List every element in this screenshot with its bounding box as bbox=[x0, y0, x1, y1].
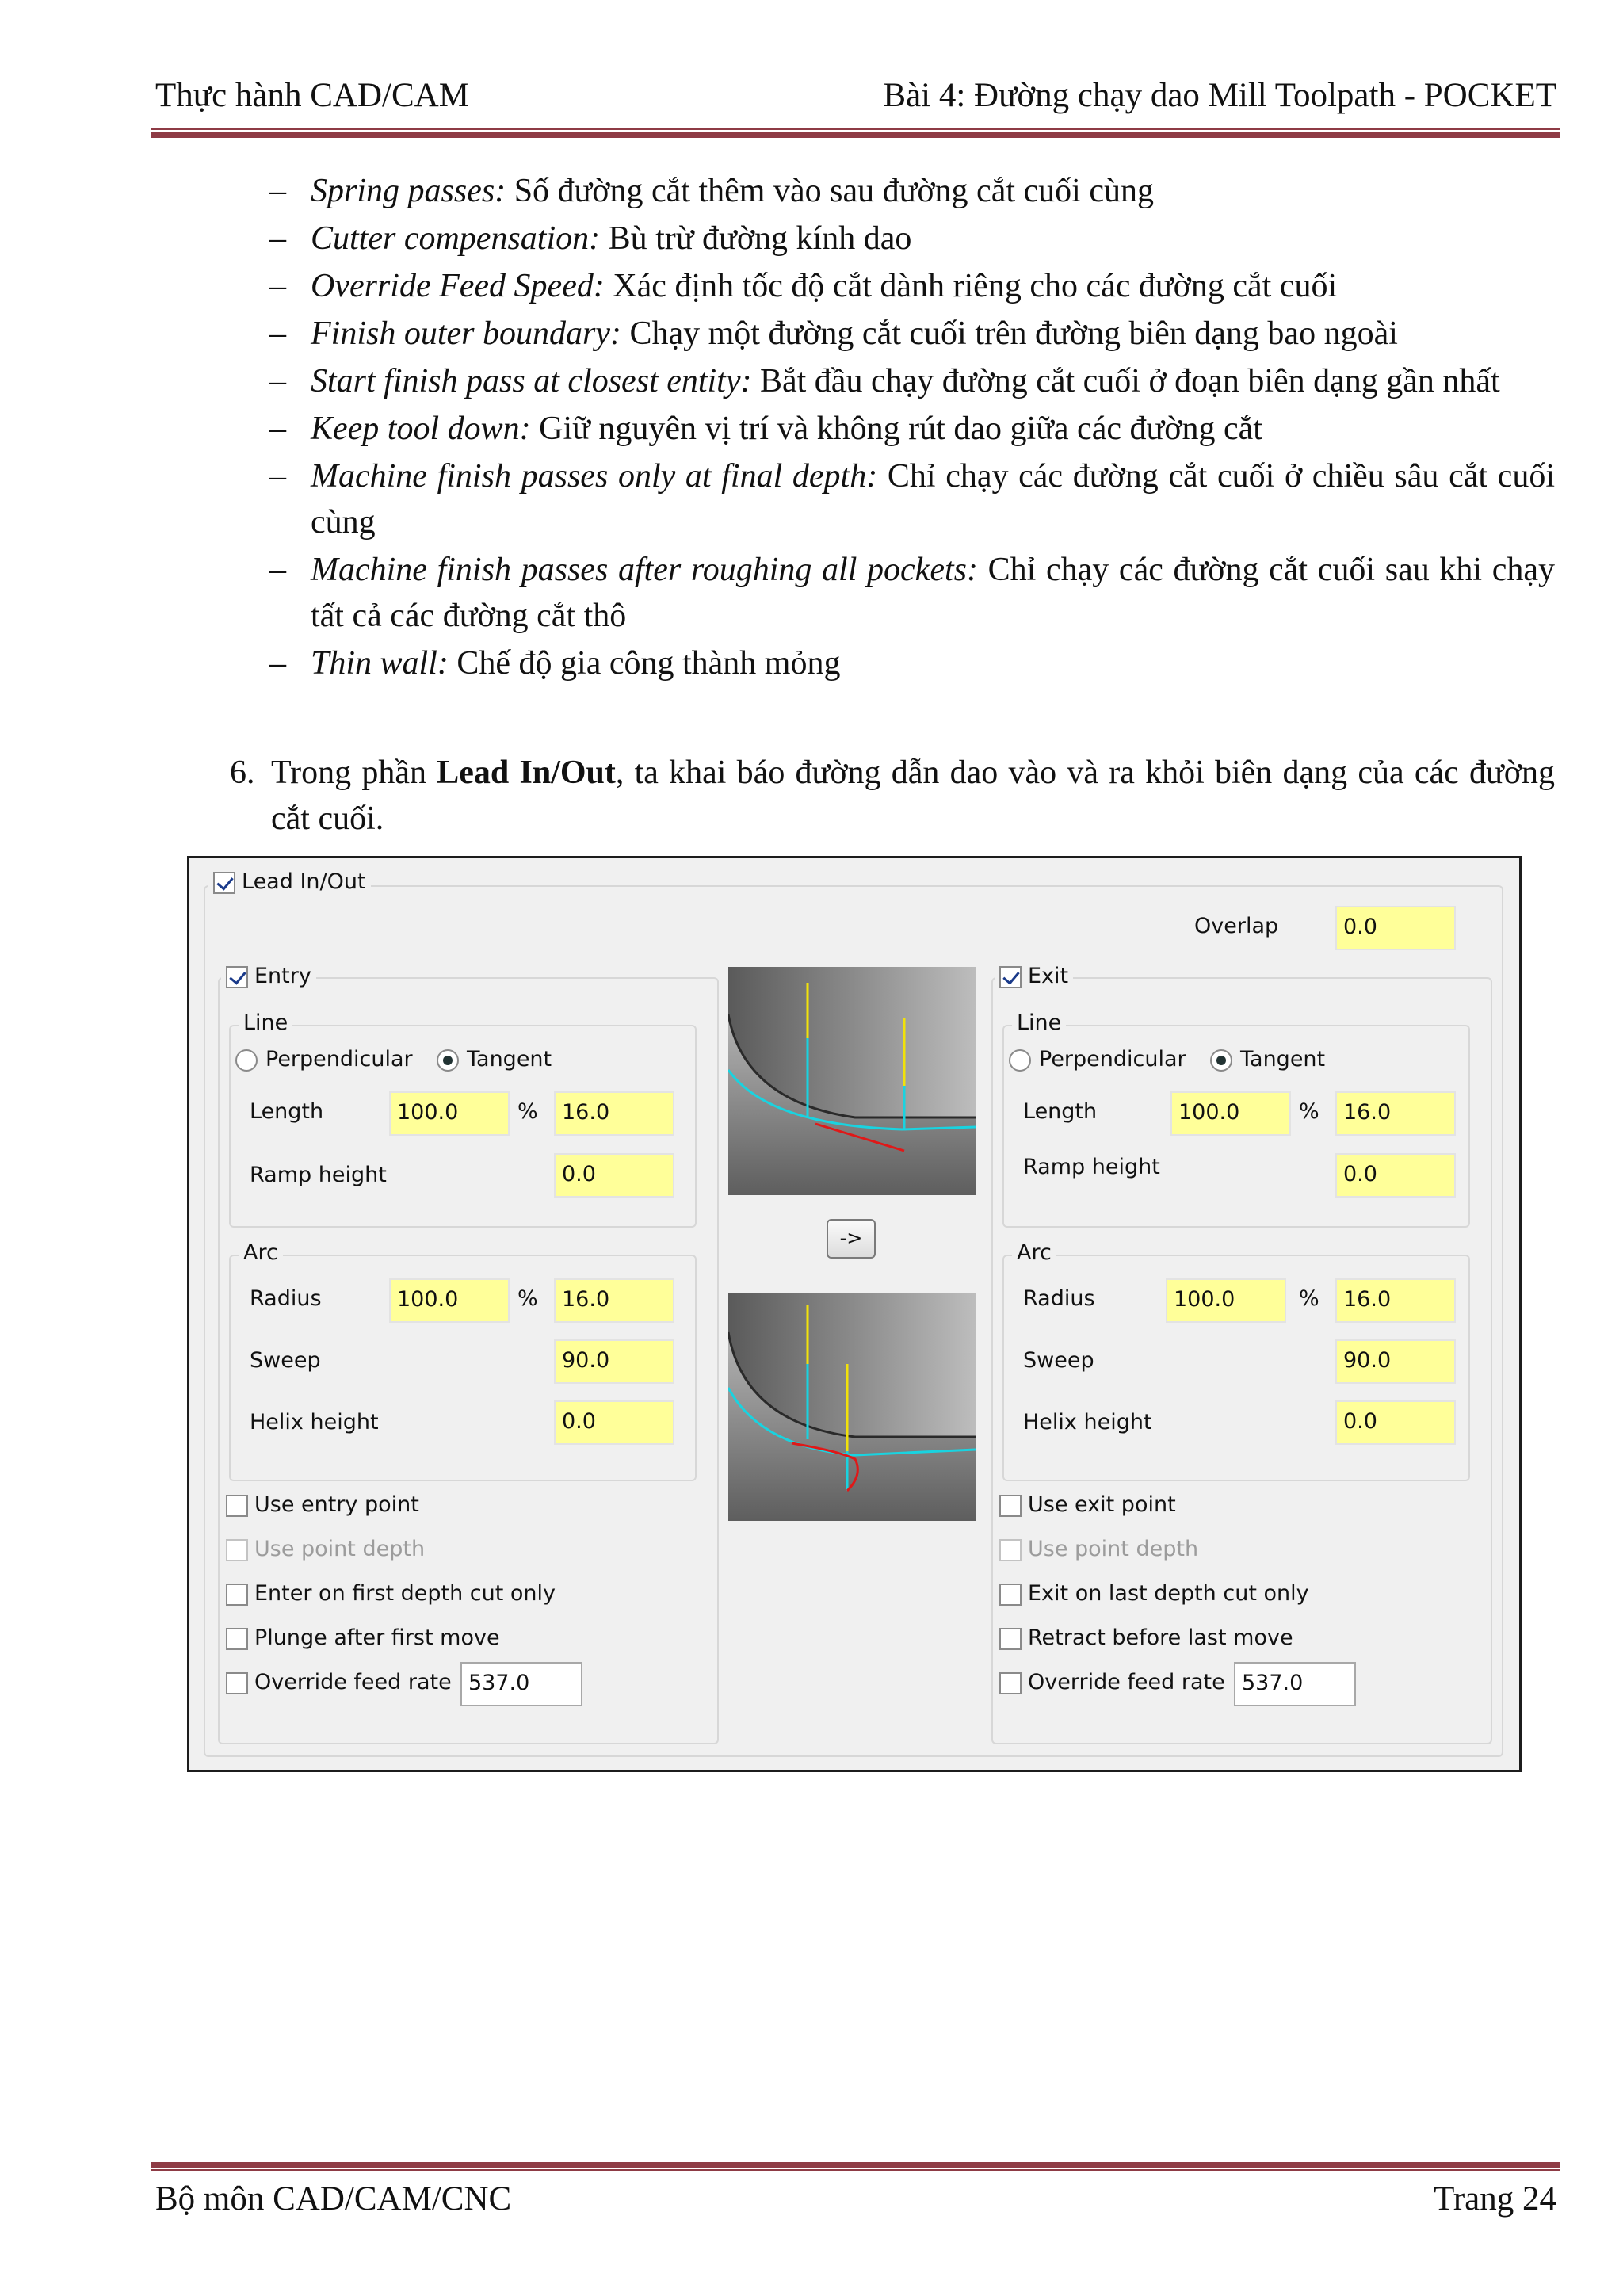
exit-ramp-label: Ramp height bbox=[1023, 1155, 1160, 1179]
use-exit-point-option[interactable]: Use exit point bbox=[999, 1492, 1176, 1518]
exit-sweep-label: Sweep bbox=[1023, 1348, 1094, 1373]
bullet-item: – Override Feed Speed: Xác định tốc độ cắt dành riêng cho các đường cắt cuối bbox=[269, 268, 1338, 304]
entry-sweep-field[interactable]: 90.0 bbox=[554, 1339, 674, 1384]
retract-before-last-move-option[interactable]: Retract before last move bbox=[999, 1626, 1293, 1651]
bullet-item: – Start finish pass at closest entity: Bắt đầu chạy đường cắt cuối ở đoạn biên dạng gần nhất bbox=[269, 363, 1500, 399]
bullet-item: – Spring passes: Số đường cắt thêm vào sau đường cắt cuối cùng bbox=[269, 173, 1154, 209]
entry-feed-rate-field[interactable]: 537.0 bbox=[460, 1662, 582, 1706]
entry-radius-pct-field[interactable]: 16.0 bbox=[554, 1278, 674, 1323]
exit-line-title: Line bbox=[1012, 1010, 1066, 1036]
lead-in-out-title: Lead In/Out bbox=[208, 869, 371, 895]
entry-radius-label: Radius bbox=[250, 1286, 322, 1311]
entry-arc-title: Arc bbox=[239, 1240, 283, 1266]
exit-tangent-radio[interactable] bbox=[1210, 1049, 1232, 1072]
bullet-list bbox=[269, 168, 1555, 688]
step-paragraph: 6. Trong phần Lead In/Out, ta khai báo đường dẫn dao vào và ra khỏi biên dạng của các đường cắt cuối. bbox=[230, 755, 1555, 837]
exit-length-pct-field[interactable]: 16.0 bbox=[1335, 1091, 1456, 1136]
exit-feed-rate-field[interactable]: 537.0 bbox=[1234, 1662, 1356, 1706]
plunge-after-first-move-option[interactable]: Plunge after first move bbox=[226, 1626, 500, 1651]
exit-tangent-option[interactable]: Tangent bbox=[1210, 1047, 1325, 1072]
exit-last-depth-checkbox[interactable] bbox=[999, 1584, 1022, 1606]
entry-use-point-depth-checkbox[interactable] bbox=[226, 1539, 248, 1561]
bullet-item: – Cutter compensation: Bù trừ đường kính dao bbox=[269, 220, 912, 257]
footer-rule-thin bbox=[151, 2169, 1560, 2171]
exit-helix-label: Helix height bbox=[1023, 1410, 1152, 1435]
footer-rule-thick bbox=[151, 2162, 1560, 2168]
header-rule-thin bbox=[151, 128, 1560, 130]
use-entry-point-option[interactable]: Use entry point bbox=[226, 1492, 419, 1518]
exit-arc-title: Arc bbox=[1012, 1240, 1056, 1266]
entry-radius-field[interactable]: 100.0 bbox=[389, 1278, 510, 1323]
entry-helix-label: Helix height bbox=[250, 1410, 379, 1435]
exit-length-pct-sign: % bbox=[1299, 1099, 1319, 1124]
lead-in-out-checkbox[interactable] bbox=[213, 872, 235, 894]
footer-department: Bộ môn CAD/CAM/CNC bbox=[155, 2180, 512, 2218]
header-course: Thực hành CAD/CAM bbox=[155, 77, 469, 114]
entry-ramp-field[interactable]: 0.0 bbox=[554, 1153, 674, 1198]
enter-first-depth-option[interactable]: Enter on first depth cut only bbox=[226, 1581, 556, 1606]
exit-length-label: Length bbox=[1023, 1099, 1098, 1124]
overlap-label: Overlap bbox=[1194, 914, 1279, 938]
exit-perpendicular-option[interactable]: Perpendicular bbox=[1009, 1047, 1186, 1072]
copy-entry-to-exit-button[interactable]: -> bbox=[827, 1219, 876, 1259]
exit-last-depth-option[interactable]: Exit on last depth cut only bbox=[999, 1581, 1309, 1606]
exit-radius-pct-field[interactable]: 16.0 bbox=[1335, 1278, 1456, 1323]
exit-radius-pct-sign: % bbox=[1299, 1286, 1319, 1311]
enter-first-depth-checkbox[interactable] bbox=[226, 1584, 248, 1606]
entry-perpendicular-option[interactable]: Perpendicular bbox=[235, 1047, 413, 1072]
entry-radius-pct-sign: % bbox=[517, 1286, 538, 1311]
exit-sweep-field[interactable]: 90.0 bbox=[1335, 1339, 1456, 1384]
bullet-item: – Thin wall: Chế độ gia công thành mỏng bbox=[269, 645, 841, 682]
entry-override-feed-checkbox[interactable] bbox=[226, 1672, 248, 1694]
lead-in-out-dialog bbox=[187, 856, 1522, 1772]
exit-use-point-depth-option[interactable]: Use point depth bbox=[999, 1537, 1198, 1562]
entry-length-label: Length bbox=[250, 1099, 324, 1124]
footer-page-number: Trang 24 bbox=[1434, 2180, 1556, 2218]
exit-use-point-depth-checkbox[interactable] bbox=[999, 1539, 1022, 1561]
exit-helix-field[interactable]: 0.0 bbox=[1335, 1400, 1456, 1445]
exit-radius-label: Radius bbox=[1023, 1286, 1095, 1311]
exit-length-field[interactable]: 100.0 bbox=[1170, 1091, 1291, 1136]
exit-radius-field[interactable]: 100.0 bbox=[1166, 1278, 1286, 1323]
use-entry-point-checkbox[interactable] bbox=[226, 1495, 248, 1517]
entry-ramp-label: Ramp height bbox=[250, 1163, 387, 1187]
bullet-item: – Machine finish passes after roughing all pockets: Chỉ chạy các đường cắt cuối sau khi chạy tất cả các đường cắt thô bbox=[269, 552, 1555, 634]
exit-ramp-field[interactable]: 0.0 bbox=[1335, 1153, 1456, 1198]
page-footer bbox=[155, 2179, 1556, 2227]
exit-override-feed-option[interactable]: Override feed rate bbox=[999, 1670, 1225, 1695]
exit-override-feed-checkbox[interactable] bbox=[999, 1672, 1022, 1694]
entry-checkbox[interactable] bbox=[226, 966, 248, 988]
exit-checkbox[interactable] bbox=[999, 966, 1022, 988]
retract-before-last-move-checkbox[interactable] bbox=[999, 1628, 1022, 1650]
entry-tangent-option[interactable]: Tangent bbox=[437, 1047, 552, 1072]
header-lesson: Bài 4: Đường chạy dao Mill Toolpath - POCKET bbox=[883, 77, 1556, 114]
page-header bbox=[155, 76, 1556, 124]
entry-override-feed-option[interactable]: Override feed rate bbox=[226, 1670, 452, 1695]
bullet-item: – Finish outer boundary: Chạy một đường cắt cuối trên đường biên dạng bao ngoài bbox=[269, 315, 1398, 352]
bullet-item: – Keep tool down: Giữ nguyên vị trí và không rút dao giữa các đường cắt bbox=[269, 411, 1262, 447]
entry-use-point-depth-option[interactable]: Use point depth bbox=[226, 1537, 425, 1562]
entry-title: Entry bbox=[221, 964, 316, 989]
entry-length-field[interactable]: 100.0 bbox=[389, 1091, 510, 1136]
entry-preview-image bbox=[728, 967, 976, 1195]
entry-length-pct-field[interactable]: 16.0 bbox=[554, 1091, 674, 1136]
entry-helix-field[interactable]: 0.0 bbox=[554, 1400, 674, 1445]
entry-sweep-label: Sweep bbox=[250, 1348, 321, 1373]
header-rule-thick bbox=[151, 132, 1560, 138]
exit-preview-image bbox=[728, 1293, 976, 1521]
plunge-after-first-move-checkbox[interactable] bbox=[226, 1628, 248, 1650]
entry-length-pct-sign: % bbox=[517, 1099, 538, 1124]
exit-title: Exit bbox=[995, 964, 1073, 989]
exit-perpendicular-radio[interactable] bbox=[1009, 1049, 1031, 1072]
entry-tangent-radio[interactable] bbox=[437, 1049, 459, 1072]
entry-line-title: Line bbox=[239, 1010, 292, 1036]
entry-perpendicular-radio[interactable] bbox=[235, 1049, 258, 1072]
use-exit-point-checkbox[interactable] bbox=[999, 1495, 1022, 1517]
bullet-item: – Machine finish passes only at final depth: Chỉ chạy các đường cắt cuối ở chiều sâu cắt cuối cùng bbox=[269, 458, 1555, 541]
overlap-field[interactable]: 0.0 bbox=[1335, 906, 1456, 950]
